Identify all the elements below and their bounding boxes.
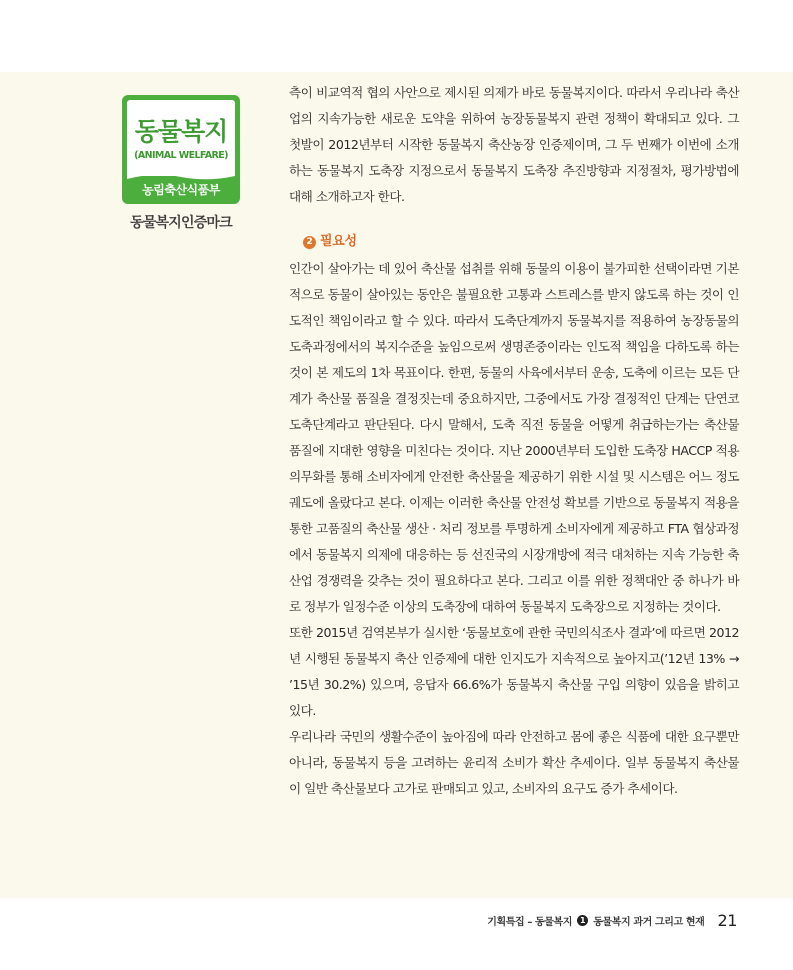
body-paragraph: 우리나라 국민의 생활수준이 높아짐에 따라 안전하고 몸에 좋은 식품에 대한 요구뿐만 아니라, 동물복지 등을 고려하는 윤리적 소비가 확산 추세이다. 일부 동물복지 축산물이 일반 축산물보다 고가로 판매되고 있고, 소비자의 요구도 증가 추세이다. [289,729,739,796]
article-body [289,80,739,802]
logo-subtitle: (ANIMAL WELFARE) [134,150,228,161]
section-heading [289,230,739,254]
footer-margin [0,898,793,970]
section-number-badge: 2 [303,236,316,249]
footer-topic: 동물복지 과거 그리고 현재 [593,917,705,928]
logo-title: 동물복지 [134,117,228,146]
footer-label: 기획특집 – 동물복지 [487,917,573,928]
intro-paragraph: 측이 비교역적 협의 사안으로 제시된 의제가 바로 동물복지이다. 따라서 우리나라 축산업의 지속가능한 새로운 도약을 위하여 농장동물복지 관련 정책이 확대되고 있다. 그 첫발이 2012년부터 시작한 동물복지 축산농장 인증제이며, 그 두 번째가 이번에 소개하는 동물복지 도축장 지정으로서 동물복지 도축장 추진방향과 지정절차, 평가방법에 대해 소개하고자 한다. [289,85,739,204]
animal-welfare-certification-mark [122,95,240,204]
logo-caption: 동물복지인증마크 [130,215,232,231]
footer-circle-number: 1 [577,915,588,926]
page-footer [487,911,737,933]
page-number: 21 [717,911,737,930]
logo-ministry-name: 농림축산식품부 [142,183,220,197]
section-title: 필요성 [320,234,357,249]
logo-white-panel [127,100,235,176]
body-paragraph: 또한 2015년 검역본부가 실시한 ‘동물보호에 관한 국민의식조사 결과’에 따르면 2012년 시행된 동물복지 축산 인증제에 대한 인지도가 지속적으로 높아지고(’12년 13% → ’15년 30.2%) 있으며, 응답자 66.6%가 동물복지 축산물 구입 의향이 있음을 밝히고 있다. [289,625,739,718]
body-paragraph: 인간이 살아가는 데 있어 축산물 섭취를 위해 동물의 이용이 불가피한 선택이라면 기본적으로 동물이 살아있는 동안은 불필요한 고통과 스트레스를 받지 않도록 하는 것이 인도적인 책임이라고 할 수 있다. 따라서 도축단계까지 동물복지를 적용하여 농장동물의 도축과정에서의 복지수준을 높임으로써 생명존중이라는 인도적 책임을 다하도록 하는 것이 본 제도의 1차 목표이다. 한편, 동물의 사육에서부터 운송, 도축에 이르는 모든 단계가 축산물 품질을 결정짓는데 중요하지만, 그중에서도 가장 결정적인 단계는 단연코 도축단계라고 판단된다. 다시 말해서, 도축 직전 동물을 어떻게 취급하는가는 축산물 품질에 지대한 영향을 미친다는 것이다. 지난 2000년부터 도입한 도축장 HACCP 적용 의무화를 통해 소비자에게 안전한 축산물을 제공하기 위한 시설 및 시스템은 어느 정도 궤도에 올랐다고 본다. 이제는 이러한 축산물 안전성 확보를 기반으로 동물복지 적용을 통한 고품질의 축산물 생산 · 처리 정보를 투명하게 소비자에게 제공하고 FTA 협상과정에서 동물복지 의제에 대응하는 등 선진국의 시장개방에 적극 대처하는 지속 가능한 축산업 경쟁력을 갖추는 것이 필요하다고 본다. 그리고 이를 위한 정책대안 중 하나가 바로 정부가 일정수준 이상의 도축장에 대하여 동물복지 도축장으로 지정하는 것이다. [289,261,739,614]
top-margin [0,0,793,72]
